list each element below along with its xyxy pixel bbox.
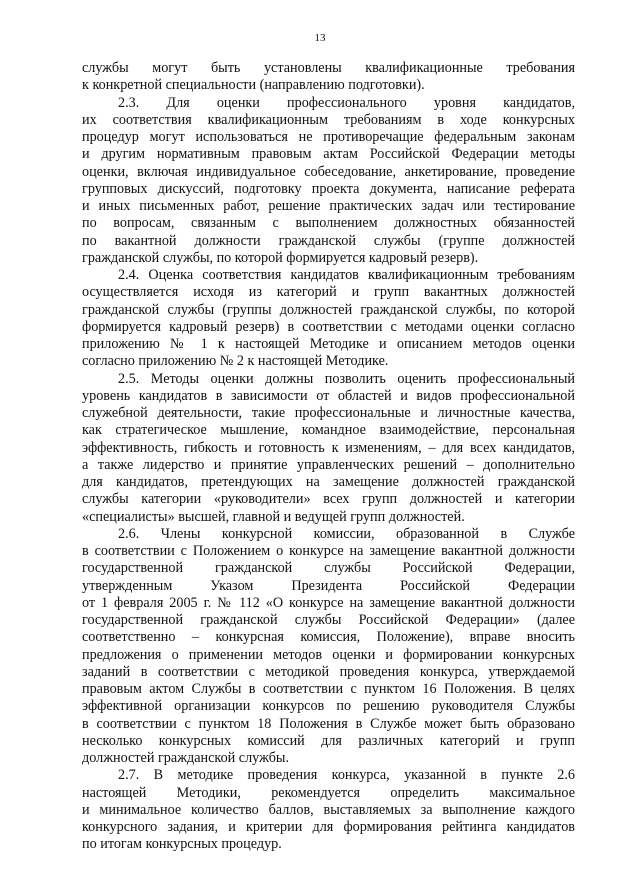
text-line: конкурсного задания, и критерии для формирования рейтинга кандидатов [82, 819, 575, 835]
text-line: 2.6. Члены конкурсной комиссии, образованной в Службе [118, 525, 575, 542]
text-line: по вакантной должности гражданской службы (группе должностей [82, 232, 575, 249]
text-line: для кандидатов, претендующих на замещение должностей гражданской [82, 474, 575, 490]
text-line: и иных письменных работ, решение практических задач или тестирование [82, 198, 575, 214]
text-line: служебной деятельности, такие профессиональные и личностные качества, [82, 405, 575, 421]
text-line: настоящей Методики, рекомендуется определить максимальное [82, 784, 575, 801]
text-line: утвержденным Указом Президента Российской Федерации [82, 577, 575, 594]
text-line: по итогам конкурсных процедур. [82, 836, 282, 853]
text-line: их соответствия квалификационным требованиям в ходе конкурсных [82, 111, 575, 128]
text-line: групповых дискуссий, подготовку проекта документа, написание реферата [82, 180, 575, 197]
text-line: несколько конкурсных комиссий для различных категорий и групп [82, 732, 575, 749]
text-line: государственной гражданской службы Российской Федерации» (далее [82, 612, 575, 628]
text-line: как стратегическое мышление, командное взаимодействие, персональная [82, 422, 575, 439]
text-line: 2.7. В методике проведения конкурса, указанной в пункте 2.6 [118, 767, 575, 784]
page-number: 13 [314, 32, 326, 44]
text-line: в соответствии с пунктом 18 Положения в Службе может быть образовано [82, 715, 575, 732]
text-line: формируется кадровый резерв) в соответствии с методами оценки согласно [82, 318, 575, 335]
text-line: согласно приложению № 2 к настоящей Методике. [82, 353, 389, 370]
text-line: гражданской службы (группы должностей гражданской службы, по которой [82, 301, 575, 318]
text-line: процедур могут использоваться не противоречащие федеральным законам [82, 129, 575, 145]
text-line: 2.5. Методы оценки должны позволить оценить профессиональный [118, 370, 575, 387]
text-line: эффективность, гибкость и готовность к изменениям, – для всех кандидатов, [82, 439, 575, 456]
text-line: к конкретной специальности (направлению подготовки). [82, 77, 425, 94]
text-line: соответственно – конкурсная комиссия, Положение), вправе вносить [82, 629, 575, 646]
body-text [82, 60, 575, 854]
text-line: приложению № 1 к настоящей Методике и описанием методов оценки [82, 336, 575, 352]
text-line: по вопросам, связанным с выполнением должностных обязанностей [82, 215, 575, 232]
text-line: правовым актом Службы в соответствии с пунктом 16 Положения. В целях [82, 681, 575, 697]
text-line: в соответствии с Положением о конкурсе на замещение вакантной должности [82, 543, 575, 559]
text-line: и минимальное количество баллов, выставляемых за выполнение каждого [82, 801, 575, 818]
text-line: и другим нормативным правовым актам Российской Федерации методы [82, 146, 575, 163]
text-line: 2.4. Оценка соответствия кандидатов квалификационным требованиям [118, 267, 575, 283]
text-line: службы могут быть установлены квалификационные требования [82, 60, 575, 76]
text-line: уровень кандидатов в зависимости от областей и видов профессиональной [82, 387, 575, 404]
text-line: государственной гражданской службы Российской Федерации, [82, 560, 575, 577]
text-line: предложения о применении методов оценки и формировании конкурсных [82, 646, 575, 663]
text-line: должностей гражданской службы. [82, 750, 289, 766]
text-line: от 1 февраля 2005 г. № 112 «О конкурсе на замещение вакантной должности [82, 594, 575, 611]
text-line: оценки, включая индивидуальное собеседование, анкетирование, проведение [82, 163, 575, 180]
text-line: 2.3. Для оценки профессионального уровня кандидатов, [118, 94, 575, 111]
text-line: осуществляется исходя из категорий и групп вакантных должностей [82, 284, 575, 301]
text-line: заданий в соответствии с методикой проведения конкурса, утверждаемой [82, 663, 575, 680]
text-line: «специалисты» высшей, главной и ведущей групп должностей. [82, 508, 465, 525]
text-line: гражданской службы, по которой формируется кадровый резерв). [82, 249, 479, 266]
text-line: службы категории «руководители» всех групп должностей и категории [82, 491, 575, 508]
text-line: а также лидерство и принятие управленческих решений – дополнительно [82, 456, 575, 473]
text-line: эффективной организации конкурсов по решению руководителя Службы [82, 698, 575, 715]
